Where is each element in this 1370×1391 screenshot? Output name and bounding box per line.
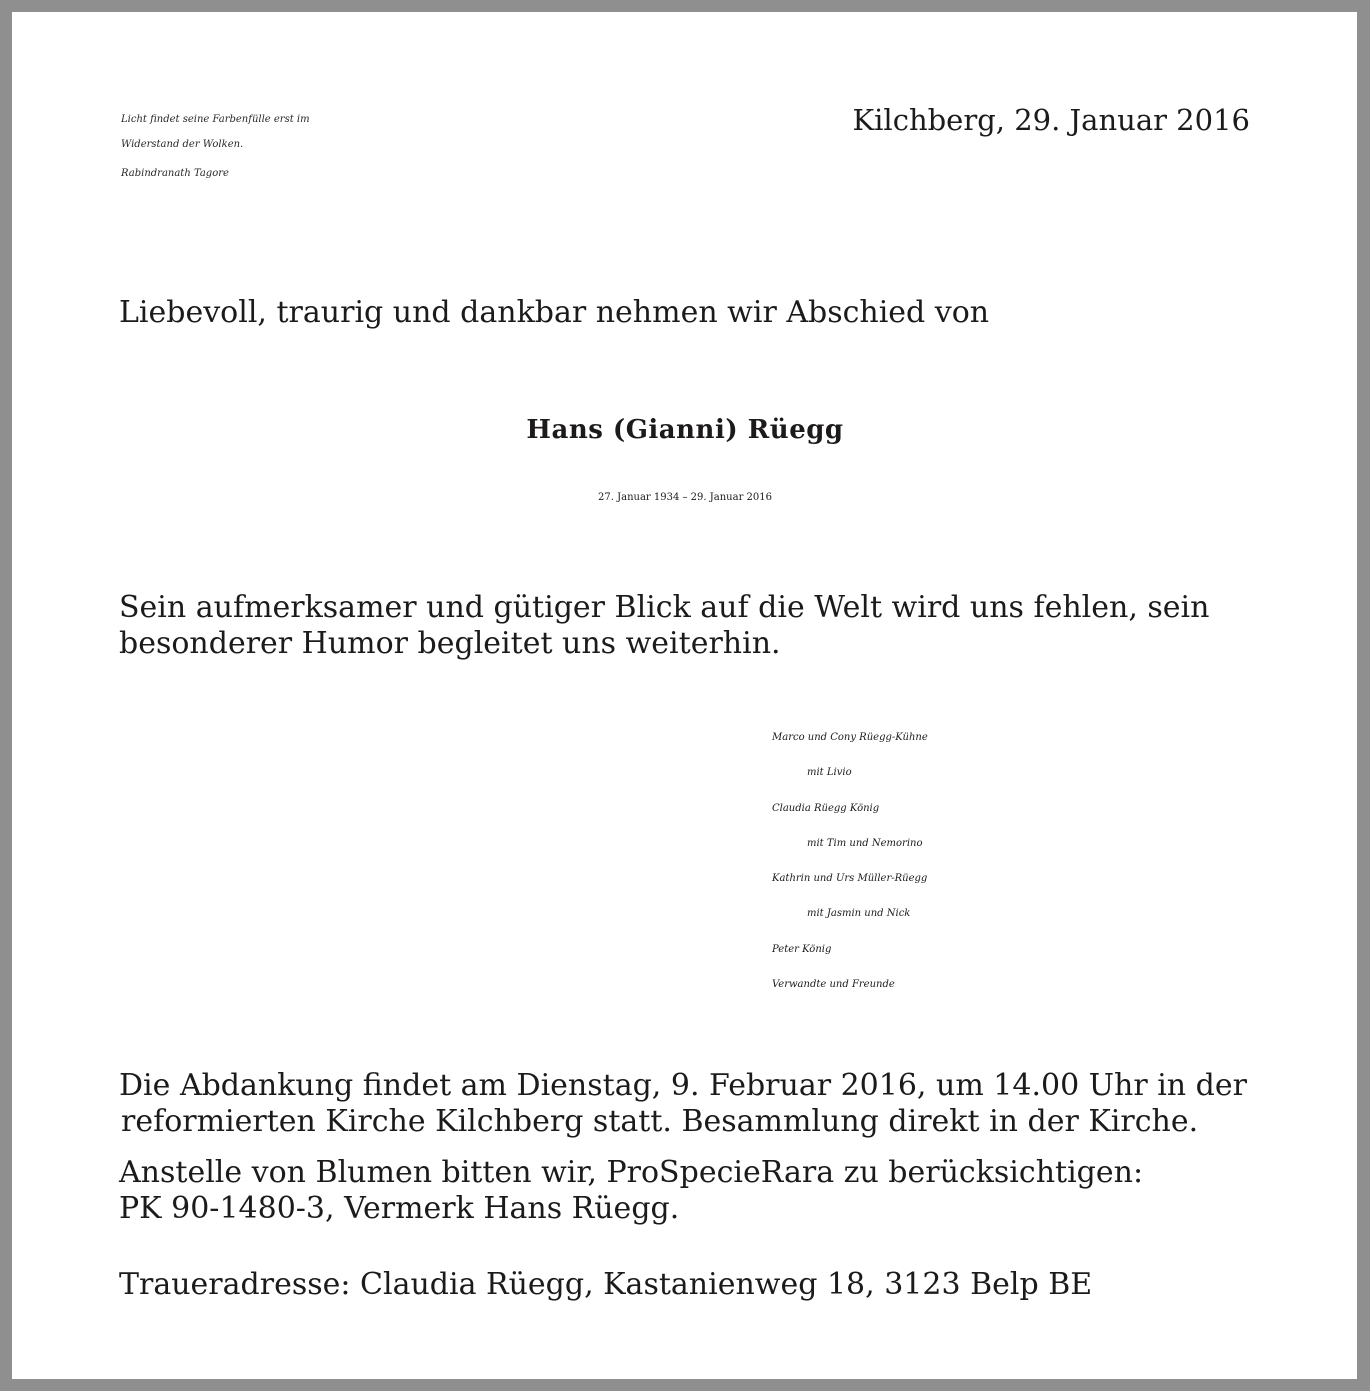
- mourner-entry: mit Tim und Nemorino: [807, 837, 923, 849]
- donation-info: [119, 1155, 1259, 1227]
- mourning-address: Traueradresse: Claudia Rüegg, Kastanienweg 18, 3123 Belp BE: [119, 1267, 1093, 1302]
- mourner-entry: mit Livio: [807, 767, 852, 779]
- mourners-list: [772, 720, 1262, 1002]
- donation-line: Anstelle von Blumen bitten wir, ProSpecieRara zu berücksichtigen:: [119, 1155, 1144, 1190]
- epigraph-quote: [121, 105, 601, 188]
- tribute-text: [119, 590, 1259, 662]
- quote-line: Licht findet seine Farbenfülle erst im: [121, 114, 310, 125]
- quote-author: Rabindranath Tagore: [121, 168, 229, 179]
- mourner-entry: Claudia Rüegg König: [772, 802, 880, 814]
- tribute-line: Sein aufmerksamer und gütiger Blick auf die Welt wird uns fehlen, sein: [119, 590, 1210, 625]
- tribute-line: besonderer Humor begleitet uns weiterhin.: [119, 626, 781, 661]
- ceremony-info: [119, 1068, 1259, 1140]
- quote-line: Widerstand der Wolken.: [121, 139, 244, 150]
- mourner-entry: mit Jasmin und Nick: [807, 908, 911, 920]
- deceased-name: Hans (Gianni) Rüegg: [526, 415, 844, 445]
- ceremony-line: reformierten Kirche Kilchberg statt. Besammlung direkt in der Kirche.: [121, 1104, 1199, 1139]
- donation-line: PK 90-1480-3, Vermerk Hans Rüegg.: [119, 1191, 680, 1226]
- life-dates: 27. Januar 1934 – 29. Januar 2016: [598, 492, 772, 503]
- mourner-entry: Verwandte und Freunde: [772, 979, 895, 991]
- mourner-entry: Peter König: [772, 943, 832, 955]
- place-and-date: Kilchberg, 29. Januar 2016: [852, 103, 1250, 137]
- mourner-entry: Kathrin und Urs Müller-Rüegg: [772, 873, 928, 885]
- intro-line: Liebevoll, traurig und dankbar nehmen wir Abschied von: [119, 295, 990, 330]
- mourner-entry: Marco und Cony Rüegg-Kühne: [772, 732, 928, 743]
- ceremony-line: Die Abdankung findet am Dienstag, 9. Februar 2016, um 14.00 Uhr in der: [119, 1068, 1247, 1103]
